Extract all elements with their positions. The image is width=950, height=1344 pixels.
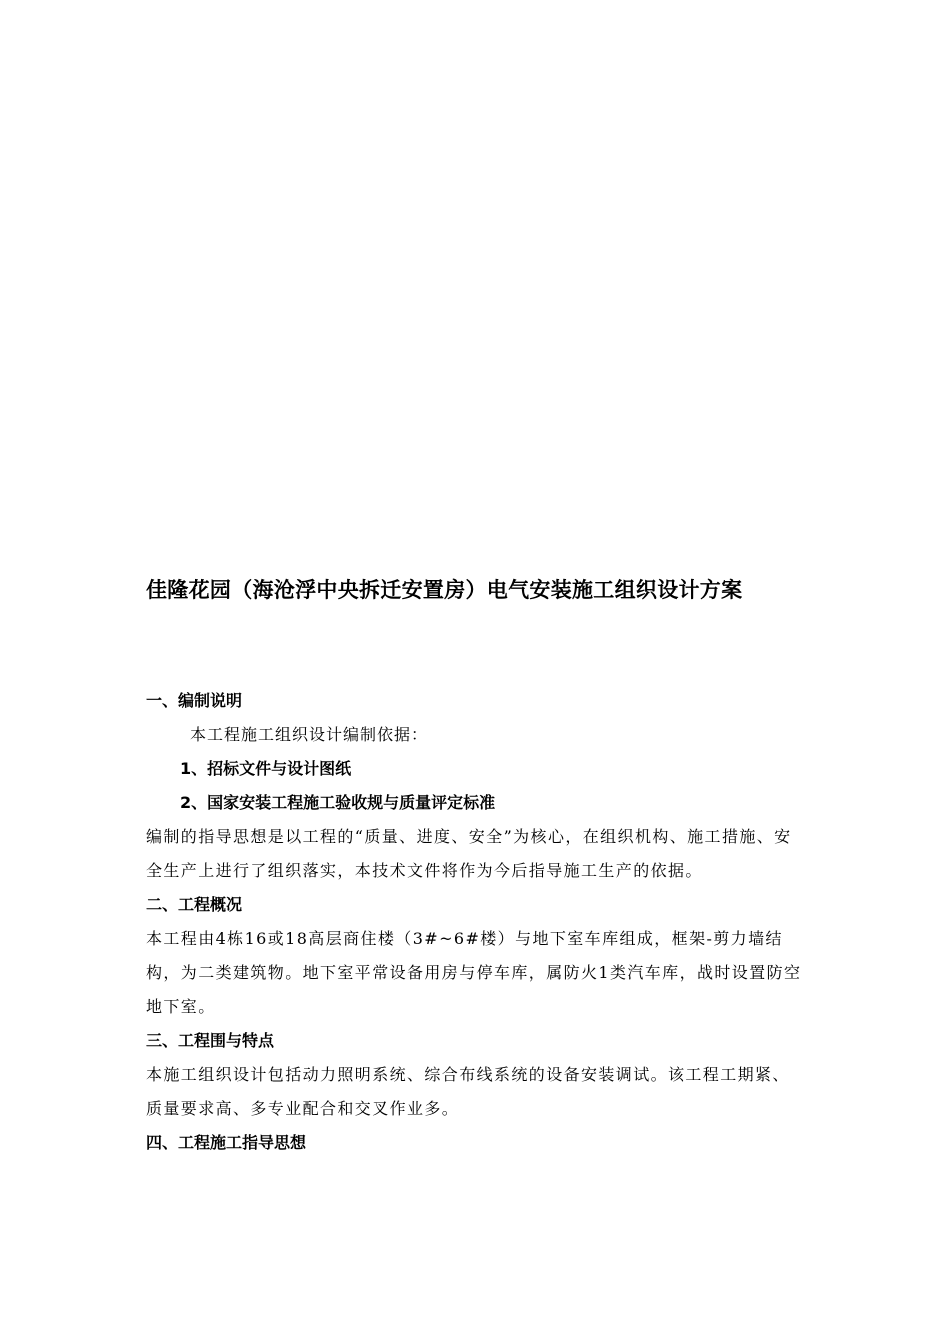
section-intro-compilation: 本工程施工组织设计编制依据：	[190, 725, 429, 744]
section-heading-overview: 二、工程概况	[146, 895, 243, 914]
document-title: 佳隆花园（海沧浮中央拆迁安置房）电气安装施工组织设计方案	[146, 578, 743, 602]
title-spacer	[146, 605, 806, 684]
section-heading-guiding-idea: 四、工程施工指导思想	[146, 1133, 307, 1152]
section-body-scope: 本施工组织设计包括动力照明系统、综合布线系统的设备安装调试。该工程工期紧、质量要求高、多专业配合和交叉作业多。	[146, 1065, 790, 1118]
document-content	[146, 576, 806, 1160]
section-body-overview: 本工程由4栋16或18高层商住楼（3#~6#楼）与地下室车库组成，框架-剪力墙结构，为二类建筑物。地下室平常设备用房与停车库，属防火1类汽车库，战时设置防空地下室。	[146, 929, 802, 1016]
section-heading-scope: 三、工程围与特点	[146, 1031, 275, 1050]
basis-item-1: 1、招标文件与设计图纸	[180, 759, 352, 778]
section-body-compilation: 编制的指导思想是以工程的“质量、进度、安全”为核心，在组织机构、施工措施、安全生产上进行了组织落实，本技术文件将作为今后指导施工生产的依据。	[146, 827, 792, 880]
basis-item-2: 2、国家安装工程施工验收规与质量评定标准	[180, 793, 496, 812]
section-heading-compilation: 一、编制说明	[146, 691, 243, 710]
